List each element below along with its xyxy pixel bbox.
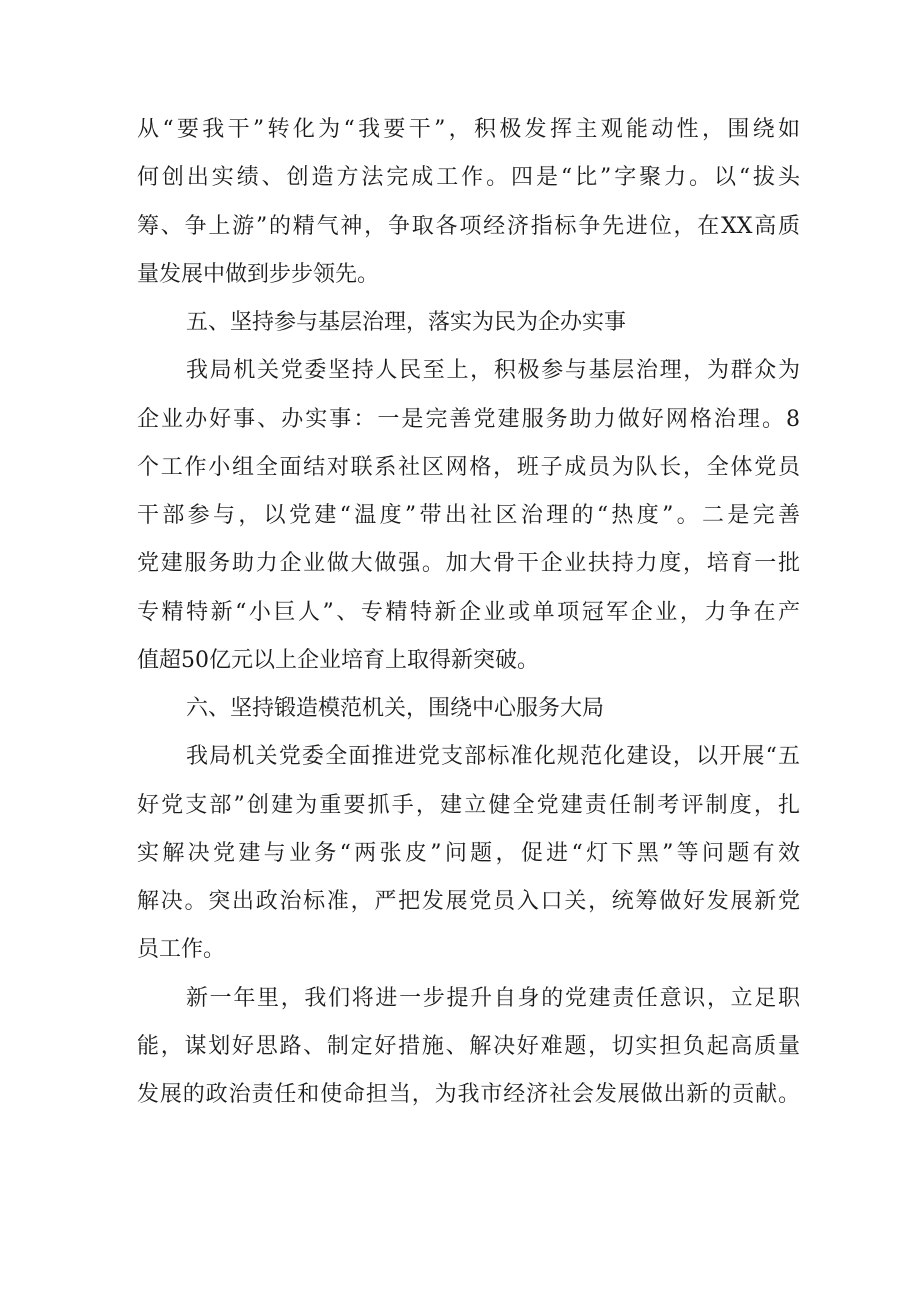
text-line: 干部参与，以党建“温度”带出社区治理的“热度”。二是完善 <box>137 503 800 528</box>
text-line: 企业办好事、办实事：一是完善党建服务助力做好网格治理。8 <box>137 406 800 432</box>
text-line: 员工作。 <box>137 937 226 963</box>
section-heading: 六、坚持锻造模范机关，围绕中心服务大局 <box>186 696 605 721</box>
text-line: 专精特新“小巨人”、专精特新企业或单项冠军企业，力争在产 <box>137 599 800 625</box>
text-line: 何创出实绩、创造方法完成工作。四是“比”字聚力。以“拔头 <box>137 165 800 191</box>
text-line: 党建服务助力企业做大做强。加大骨干企业扶持力度，培育一批 <box>137 551 800 577</box>
text-line: 量发展中做到步步领先。 <box>137 261 380 287</box>
paragraph <box>137 733 800 974</box>
text-line: 筹、争上游”的精气神，争取各项经济指标争先进位，在XX高质 <box>137 213 800 239</box>
text-line: 发展的政治责任和使命担当，为我市经济社会发展做出新的贡献。 <box>137 1082 800 1107</box>
text-line: 新一年里，我们将进一步提升自身的党建责任意识，立足职 <box>186 985 800 1011</box>
section-heading: 五、坚持参与基层治理，落实为民为企办实事 <box>186 310 627 335</box>
text-line: 解决。突出政治标准，严把发展党员入口关，统筹做好发展新党 <box>137 889 800 914</box>
paragraph <box>137 347 800 685</box>
text-line: 实解决党建与业务“两张皮”问题，促进“灯下黑”等问题有效 <box>137 840 800 866</box>
document-body <box>137 106 800 1119</box>
text-line: 我局机关党委全面推进党支部标准化规范化建设，以开展“五 <box>186 744 800 770</box>
text-line: 值超50亿元以上企业培育上取得新突破。 <box>137 647 539 673</box>
text-line: 好党支部”创建为重要抓手，建立健全党建责任制考评制度，扎 <box>137 792 800 818</box>
text-line: 个工作小组全面结对联系社区网格，班子成员为队长，全体党员 <box>137 454 800 480</box>
paragraph <box>137 975 800 1120</box>
text-line: 我局机关党委坚持人民至上，积极参与基层治理，为群众为 <box>186 358 800 384</box>
paragraph <box>137 106 800 299</box>
text-line: 从“要我干”转化为“我要干”，积极发挥主观能动性，围绕如 <box>137 117 800 142</box>
text-line: 能，谋划好思路、制定好措施、解决好难题，切实担负起高质量 <box>137 1033 800 1059</box>
